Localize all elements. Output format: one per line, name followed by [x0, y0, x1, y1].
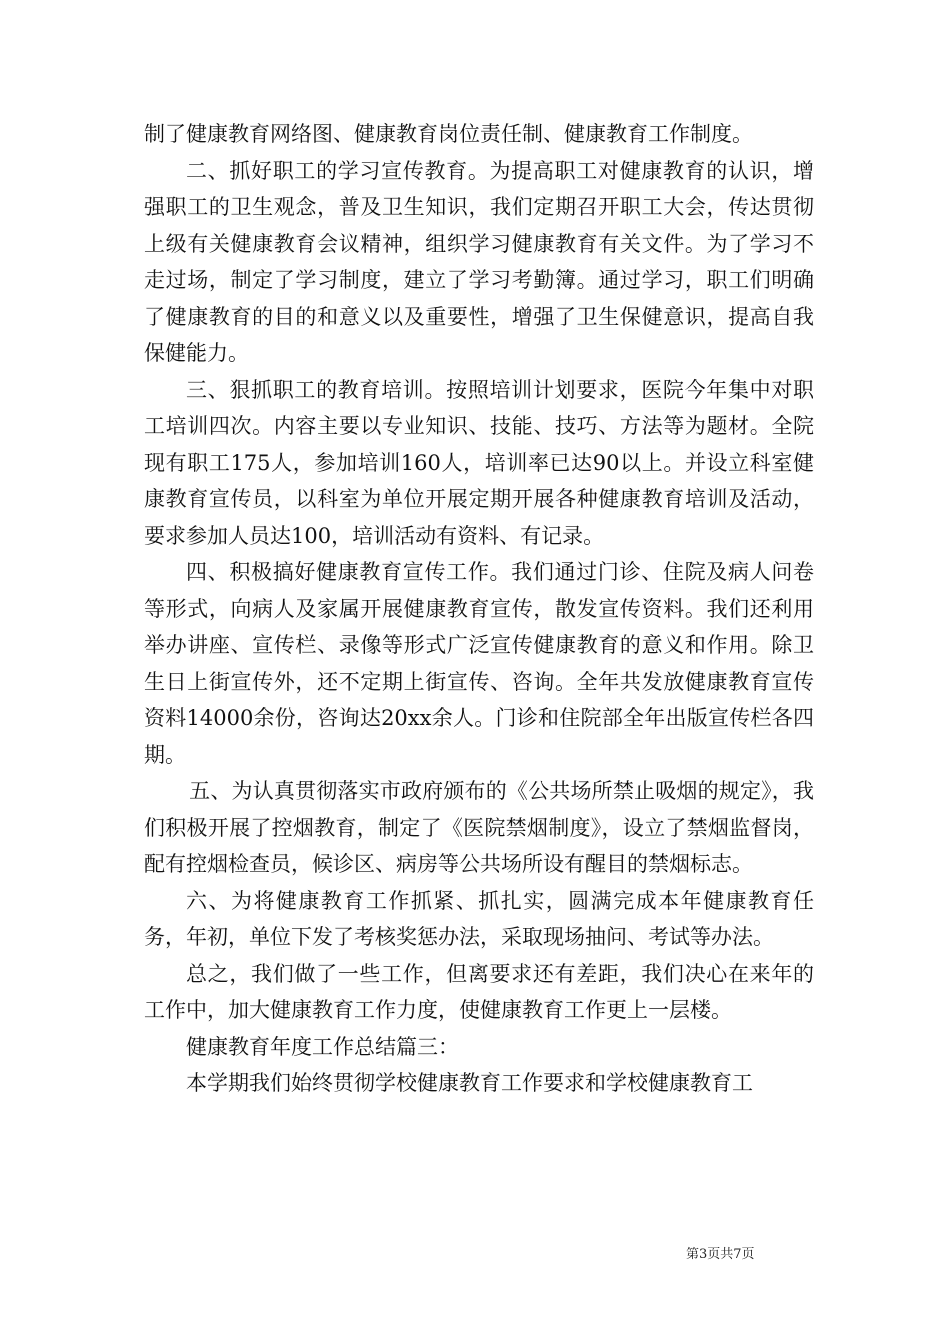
paragraph-summary: 总之，我们做了一些工作，但离要求还有差距，我们决心在来年的工作中，加大健康教育工作力度，使健康教育工作更上一层楼。 — [144, 961, 814, 1022]
paragraph-section-3: 三、狠抓职工的教育培训。按照培训计划要求，医院今年集中对职工培训四次。内容主要以专业知识、技能、技巧、方法等为题材。全院现有职工175人，参加培训160人，培训率已达90以上。并设立科室健康教育宣传员，以科室为单位开展定期开展各种健康教育培训及活动，要求参加人员达100，培训活动有资料、有记录。 — [144, 377, 814, 548]
document-body — [144, 116, 814, 1102]
paragraph-continuation: 制了健康教育网络图、健康教育岗位责任制、健康教育工作制度。 — [144, 122, 753, 146]
paragraph-section-6: 六、为将健康教育工作抓紧、抓扎实，圆满完成本年健康教育任务，年初，单位下发了考核奖惩办法，采取现场抽问、考试等办法。 — [144, 888, 814, 949]
section-heading: 健康教育年度工作总结篇三： — [186, 1034, 459, 1059]
page-number: 第3页共7页 — [686, 1247, 755, 1262]
paragraph-section-5: 五、为认真贯彻落实市政府颁布的《公共场所禁止吸烟的规定》，我们积极开展了控烟教育，制定了《医院禁烟制度》，设立了禁烟监督岗，配有控烟检查员，候诊区、病房等公共场所设有醒目的禁烟标志。 — [144, 779, 814, 876]
paragraph-section-4: 四、积极搞好健康教育宣传工作。我们通过门诊、住院及病人问卷等形式，向病人及家属开展健康教育宣传，散发宣传资料。我们还利用举办讲座、宣传栏、录像等形式广泛宣传健康教育的意义和作用。除卫生日上街宣传外，还不定期上街宣传、咨询。全年共发放健康教育宣传资料14000余份，咨询达20xx余人。门诊和住院部全年出版宣传栏各四期。 — [144, 560, 814, 767]
paragraph-section-2: 二、抓好职工的学习宣传教育。为提高职工对健康教育的认识，增强职工的卫生观念，普及卫生知识，我们定期召开职工大会，传达贯彻上级有关健康教育会议精神，组织学习健康教育有关文件。为了学习不走过场，制定了学习制度，建立了学习考勤簿。通过学习，职工们明确了健康教育的目的和意义以及重要性，增强了卫生保健意识，提高自我保健能力。 — [144, 158, 814, 365]
paragraph-next-section: 本学期我们始终贯彻学校健康教育工作要求和学校健康教育工 — [186, 1071, 753, 1095]
